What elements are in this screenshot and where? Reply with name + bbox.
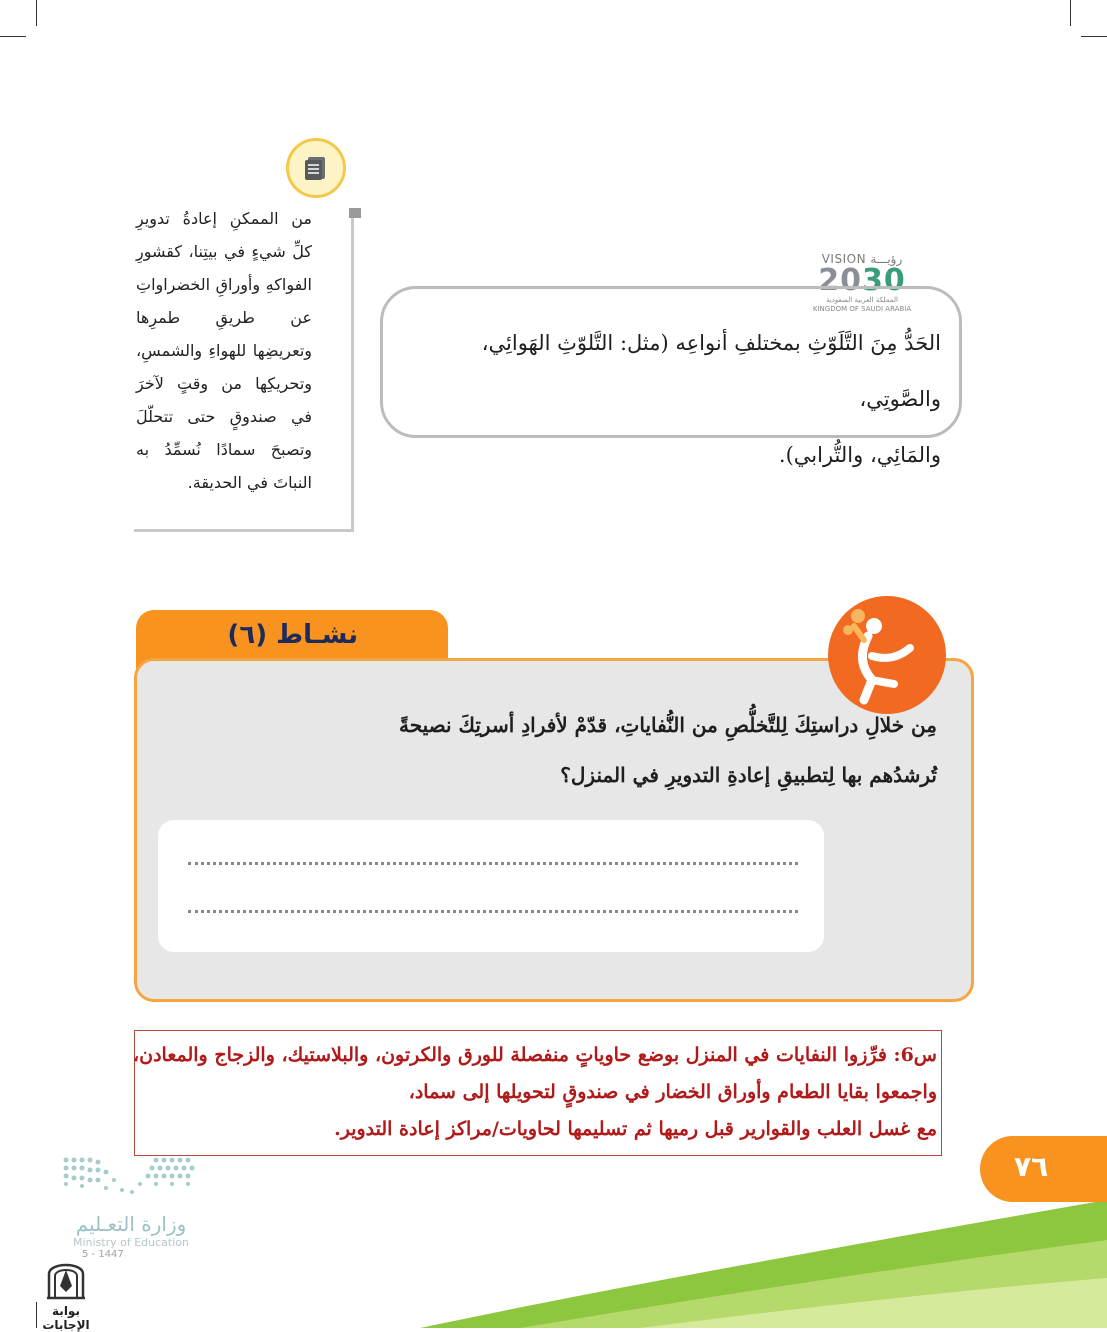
vision-country-en: KINGDOM OF SAUDI ARABIA (812, 305, 912, 313)
note-text: من الممكنِ إعادةُ تدويرِ كلِّ شيءٍ في بيتِنا، كقشورِ الفواكهِ وأوراقِ الخضراواتِ عن طريقِ طمرِها وتعريضِها للهواءِ والشمسِ، وتحريكِها من وقتٍ لآخرَ في صندوقٍ حتى تتحلّلَ وتصبحَ سمادًا نُسمِّدُ به النباتَ في الحديقة. (136, 209, 312, 492)
sidebar-note (134, 208, 354, 532)
note-marker (349, 208, 361, 218)
answer-line-2[interactable] (188, 910, 798, 913)
crop-mark (1081, 36, 1107, 37)
watermark-building-icon (45, 1256, 87, 1300)
ministry-logo (56, 1154, 206, 1260)
page-number (980, 1136, 1107, 1202)
activity-question-line-1: مِن خلالِ دراستِكَ لِلتَّخلُّصِ من النُّفاياتِ، قدّمْ لأفرادِ أسرتِكَ نصيحةً (398, 713, 937, 737)
objective-line-2: والمَائِي، والتُّرابي). (778, 443, 941, 467)
vision-year-first: 20 (818, 263, 862, 298)
crop-mark (36, 0, 37, 26)
objective-line-1: الحَدُّ مِنَ التَّلَوّثِ بمختلفِ أنواعِه (مثل: التَّلوّثِ الهَوائِي، والصَّوتِي، (481, 331, 941, 411)
ministry-dots-icon (56, 1154, 206, 1200)
activity-question (317, 700, 937, 800)
activity-person-icon (828, 596, 946, 714)
activity-question-line-2: تُرشدُهم بها لِتطبيقِ إعادةِ التدويرِ في المنزل؟ (560, 763, 937, 787)
answer-box (134, 1030, 942, 1156)
activity-title: نشـاط (٦) (227, 620, 358, 650)
notes-icon (286, 138, 346, 198)
objective-box (380, 286, 962, 467)
answer-text-line-1: س6: فرِّزوا النفايات في المنزل بوضع حاوياتٍ منفصلة للورق والكرتون، والبلاستيك، والزجاج والمعادن، (133, 1044, 937, 1066)
answer-text-line-3: مع غسل العلب والقوارير قبل رميها ثم تسليمها لحاويات/مراكز إعادة التدوير. (334, 1118, 937, 1140)
ministry-year: 5 - 1447 (82, 1249, 124, 1260)
answer-area[interactable] (158, 820, 824, 952)
watermark-label: بوابة الإجابات (42, 1304, 90, 1332)
ministry-name-en: Ministry of Education (72, 1236, 189, 1249)
page-number-text: ٧٦ (1014, 1150, 1049, 1183)
vision-country-ar: المملكة العربية السعودية (826, 296, 898, 304)
crop-mark (1070, 0, 1071, 26)
vision-label: VISION رؤيـــة (821, 252, 903, 266)
answer-text (131, 1037, 937, 1148)
ministry-name-ar: وزارة التعـليم (75, 1212, 187, 1236)
vision-year-second: 30 (862, 263, 906, 298)
crop-mark (0, 36, 26, 37)
answer-line-1[interactable] (188, 862, 798, 865)
watermark-logo (30, 1256, 102, 1332)
answer-text-line-2: واجمعوا بقايا الطعام وأوراق الخضار في صندوقٍ لتحويلها إلى سماد، (408, 1081, 937, 1103)
